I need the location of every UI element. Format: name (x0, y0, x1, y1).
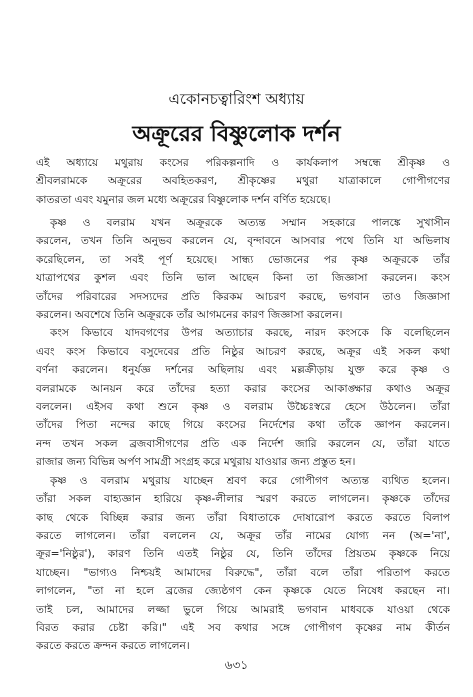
body-line: করেছিলেন, তা সবই পূর্ণ হয়েছে। সান্ধ্য ভোজনের পর কৃষ্ণ অক্রূরকে তাঁর (36, 253, 450, 266)
chapter-body (36, 214, 450, 656)
body-line: এবং কংস কিভাবে বসুদেবের প্রতি নিষ্ঠুর আচরণ করছে, অক্রূর এই সকল কথা (36, 345, 450, 358)
body-line: কৃষ্ণ ও বলরাম মথুরায় যাচ্ছেন শ্রবণ করে গোপীগণ অত্যন্ত ব্যথিত হলেন। (50, 474, 450, 487)
body-line: রাজার জন্য বিভিন্ন অর্পণ সামগ্রী সংগ্রহ করে মথুরায় যাওয়ার জন্য প্রস্তুত হন। (36, 456, 356, 469)
body-line: তাঁদের পরিবারের সদস্যদের প্রতি কিরকম আচরণ করছে, ভগবান তাও জিজ্ঞাসা (36, 290, 450, 303)
body-line: কৃষ্ণ ও বলরাম যখন অক্রূরকে অত্যন্ত সম্মান সহকারে পালঙ্কে সুখাসীন (50, 217, 450, 229)
body-line: বললেন। এইসব কথা শুনে কৃষ্ণ ও বলরাম উচ্চৈঃস্বরে হেসে উঠলেন। তাঁরা (36, 401, 450, 414)
body-line: তাঁদের পিতা নন্দের কাছে গিয়ে কংসের নির্দেশের কথা তাঁকে জ্ঞাপন করলেন। (36, 419, 450, 432)
body-line: লাগলেন, "তা না হলে ব্রজের জ্যেষ্ঠগণ কেন কৃষ্ণকে যেতে নিষেধ করছেন না। (36, 585, 450, 598)
summary-line: এই অধ্যায়ে মথুরায় কংসের পরিকল্পনাদি ও কার্যকলাপ সম্বন্ধে শ্রীকৃষ্ণ ও (36, 157, 450, 169)
body-line: কাছ থেকে বিচ্ছিন্ন করার জন্য তাঁরা বিধাতাকে দোষারোপ করতে করতে বিলাপ (36, 511, 450, 524)
body-line: বর্ণনা করলেন। ধনুর্যজ্ঞ দর্শনের অছিলায় এবং মল্লক্রীড়ায় যুক্ত করে কৃষ্ণ ও (36, 364, 450, 377)
body-line: করলেন। অবশেষে তিনি অক্রূরকে তাঁর আগমনের কারণ জিজ্ঞাসা করলেন। (36, 309, 343, 322)
body-line: করতে লাগলেন। তাঁরা বললেন যে, অক্রূর তাঁর নামের যোগ্য নন (অ='না', (36, 529, 450, 542)
page-number: ৬৩১ (224, 658, 249, 672)
body-line: যাচ্ছেন। "ভাগ্যও নিশ্চয়ই আমাদের বিরুদ্ধে", তাঁরা বলে তাঁরা পরিতাপ করতে (36, 566, 450, 579)
chapter-heading: একোনচত্বারিংশ অধ্যায় (168, 90, 305, 108)
summary-line: শ্রীবলরামকে অক্রূরের অবহিতকরণ, শ্রীকৃষ্ণের মথুরা যাত্রাকালে গোপীগণের (36, 175, 450, 188)
chapter-summary (36, 154, 450, 209)
body-line: নন্দ তখন সকল ব্রজবাসীগণের প্রতি এক নির্দেশ জারি করলেন যে, তাঁরা যাতে (36, 437, 450, 450)
summary-line: কাতরতা এবং যমুনার জল মধ্যে অক্রূরের বিষ্ণুলোক দর্শন বর্ণিত হয়েছে। (36, 193, 331, 206)
body-line: কংস কিভাবে যাদবগণের উপর অত্যাচার করছে, নারদ কংসকে কি বলেছিলেন (50, 327, 450, 340)
body-line: করলেন, তখন তিনি অনুভব করলেন যে, বৃন্দাবনে আসবার পথে তিনি যা অভিলাষ (36, 235, 450, 248)
body-line: করতে করতে ক্রন্দন করতে লাগলেন। (36, 640, 190, 653)
body-line: বলরামকে আনয়ন করে তাঁদের হত্যা করার কংসের আকাঙ্ক্ষার কথাও অক্রূর (36, 382, 450, 395)
body-line: ক্রূর='নিষ্ঠুর'), কারণ তিনি এতই নিষ্ঠুর যে, তিনি তাঁদের প্রিয়তম কৃষ্ণকে নিয়ে (36, 548, 450, 561)
body-line: বিরত করার চেষ্টা করি।" এই সব কথার সঙ্গে গোপীগণ কৃষ্ণের নাম কীর্তন (36, 621, 450, 634)
body-line: যাত্রাপথের কুশল এবং তিনি ভাল আছেন কিনা তা জিজ্ঞাসা করলেন। কংস (36, 272, 450, 285)
body-line: তাই চল, আমাদের লজ্জা ভুলে গিয়ে আমরাই ভগবান মাধবকে যাওয়া থেকে (36, 603, 450, 616)
chapter-title: অক্রূরের বিষ্ণুলোক দর্শন (132, 122, 341, 147)
body-line: তাঁরা সকল বাহ্যজ্ঞান হারিয়ে কৃষ্ণ-লীলার স্মরণ করতে লাগলেন। কৃষ্ণকে তাঁদের (36, 493, 450, 506)
